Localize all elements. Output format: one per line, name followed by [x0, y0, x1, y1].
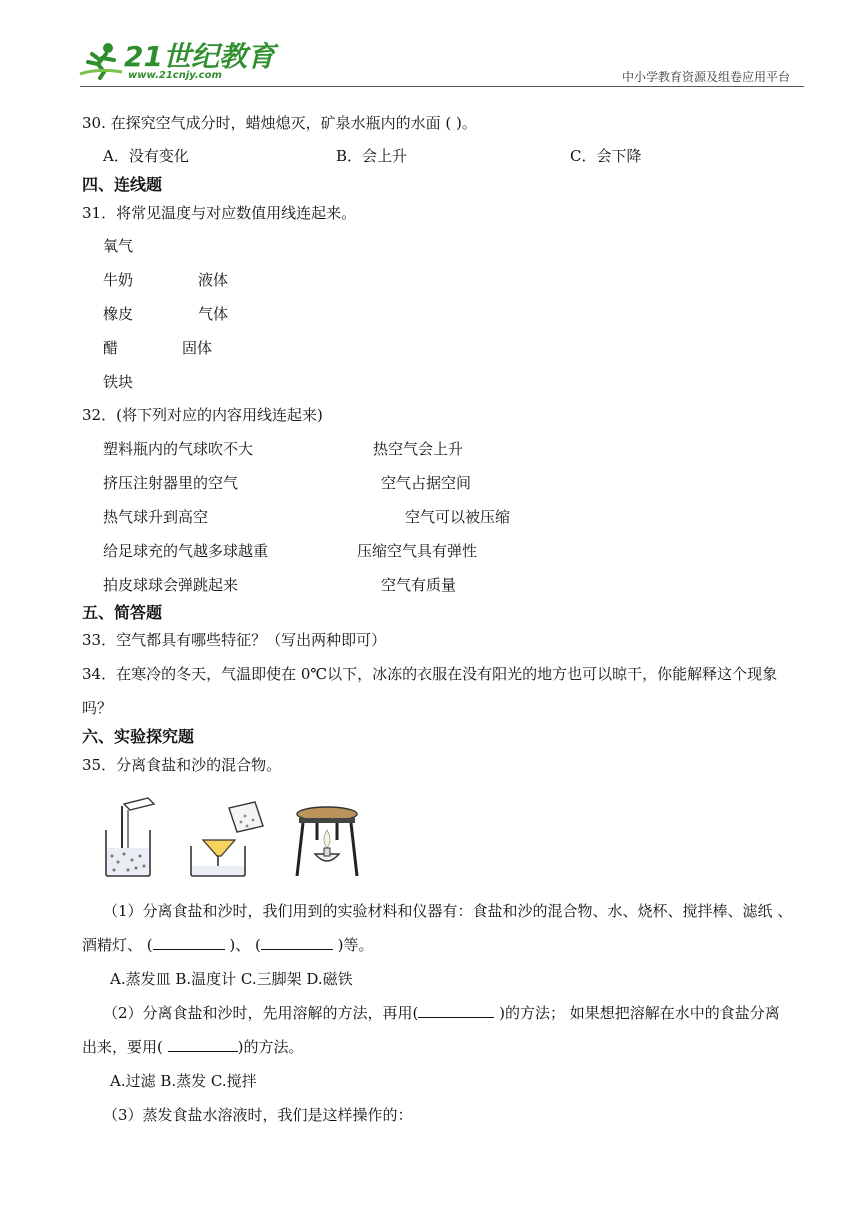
section-6-title: 六、实验探究题	[82, 727, 195, 746]
platform-name: 中小学教育资源及组卷应用平台	[622, 70, 791, 84]
q31-left-item: 醋	[103, 339, 119, 357]
evaporating-dish-illustration	[293, 800, 363, 878]
q32-left-item: 塑料瓶内的气球吹不大	[103, 440, 254, 458]
q31-stem: 31．将常见温度与对应数值用线连起来。	[82, 204, 357, 222]
logo-main-text: 21世纪教育	[124, 40, 275, 73]
q35-sub2-text-c: 出来，要用(	[82, 1038, 168, 1056]
q34-line-1: 34．在寒冷的冬天，气温即使在 0℃以下，冰冻的衣服在没有阳光的地方也可以晾干，你能解释这个现象	[82, 665, 778, 683]
q33-stem: 33．空气都具有哪些特征？（写出两种即可）	[82, 631, 387, 649]
q31-right-item: 气体	[198, 305, 229, 323]
q32-right-item: 空气可以被压缩	[405, 508, 511, 526]
q35-sub2-text-d: )的方法。	[237, 1038, 304, 1056]
answer-blank[interactable]	[418, 1003, 494, 1018]
q32-right-item: 热空气会上升	[373, 440, 464, 458]
q35-sub2-line-2	[82, 1036, 303, 1058]
q35-sub3-line: （3）蒸发食盐水溶液时，我们是这样操作的：	[103, 1106, 413, 1124]
q31-left-item: 铁块	[103, 373, 134, 391]
q32-stem: 32．(将下列对应的内容用线连起来)	[82, 406, 323, 424]
q35-sub1-text-b: )、 (	[224, 936, 261, 954]
header-rule	[80, 86, 804, 87]
answer-blank[interactable]	[153, 935, 225, 950]
q32-left-item: 热气球升到高空	[103, 508, 209, 526]
q30-option-a: A．没有变化	[103, 147, 189, 165]
q32-left-item: 给足球充的气越多球越重	[103, 542, 269, 560]
q31-right-item: 液体	[198, 271, 229, 289]
section-5-title: 五、简答题	[82, 603, 163, 622]
q35-sub2-line-1	[103, 1002, 780, 1024]
answer-blank[interactable]	[261, 935, 333, 950]
q35-sub1-options: A.蒸发皿 B.温度计 C.三脚架 D.磁铁	[110, 970, 353, 988]
q35-sub2-text-b: )的方法； 如果想把溶解在水中的食盐分离	[494, 1004, 780, 1022]
q31-left-item: 橡皮	[103, 305, 134, 323]
q35-sub1-line-2	[82, 934, 374, 956]
section-4-title: 四、连线题	[82, 175, 163, 194]
q32-right-item: 空气有质量	[381, 576, 457, 594]
logo-runner-icon	[78, 40, 126, 80]
answer-blank[interactable]	[168, 1037, 238, 1052]
q35-sub1-line-1: （1）分离食盐和沙时，我们用到的实验材料和仪器有：食盐和沙的混合物、水、烧杯、搅拌棒、滤纸 、	[103, 902, 793, 920]
q30-option-c: C．会下降	[570, 147, 642, 165]
q32-right-item: 空气占据空间	[381, 474, 472, 492]
q30-stem: 30. 在探究空气成分时，蜡烛熄灭，矿泉水瓶内的水面 ( )。	[82, 114, 477, 132]
q32-left-item: 拍皮球球会弹跳起来	[103, 576, 239, 594]
q31-right-item: 固体	[182, 339, 213, 357]
q35-stem: 35．分离食盐和沙的混合物。	[82, 756, 282, 774]
filtering-funnel-illustration	[185, 800, 267, 878]
q32-left-item: 挤压注射器里的空气	[103, 474, 239, 492]
q32-right-item: 压缩空气具有弹性	[357, 542, 478, 560]
q35-sub1-text-a: 酒精灯、 (	[82, 936, 153, 954]
q35-sub1-text-c: )等。	[332, 936, 374, 954]
q35-sub2-text-a: （2）分离食盐和沙时，先用溶解的方法，再用(	[103, 1004, 419, 1022]
q35-sub2-options: A.过滤 B.蒸发 C.搅拌	[110, 1072, 257, 1090]
logo-url-text: www.21cnjy.com	[128, 70, 222, 81]
q30-option-b: B．会上升	[336, 147, 408, 165]
q34-line-2: 吗？	[82, 699, 113, 717]
q31-left-item: 牛奶	[103, 271, 134, 289]
q31-left-item: 氧气	[103, 237, 134, 255]
dissolving-beaker-illustration	[100, 796, 162, 878]
